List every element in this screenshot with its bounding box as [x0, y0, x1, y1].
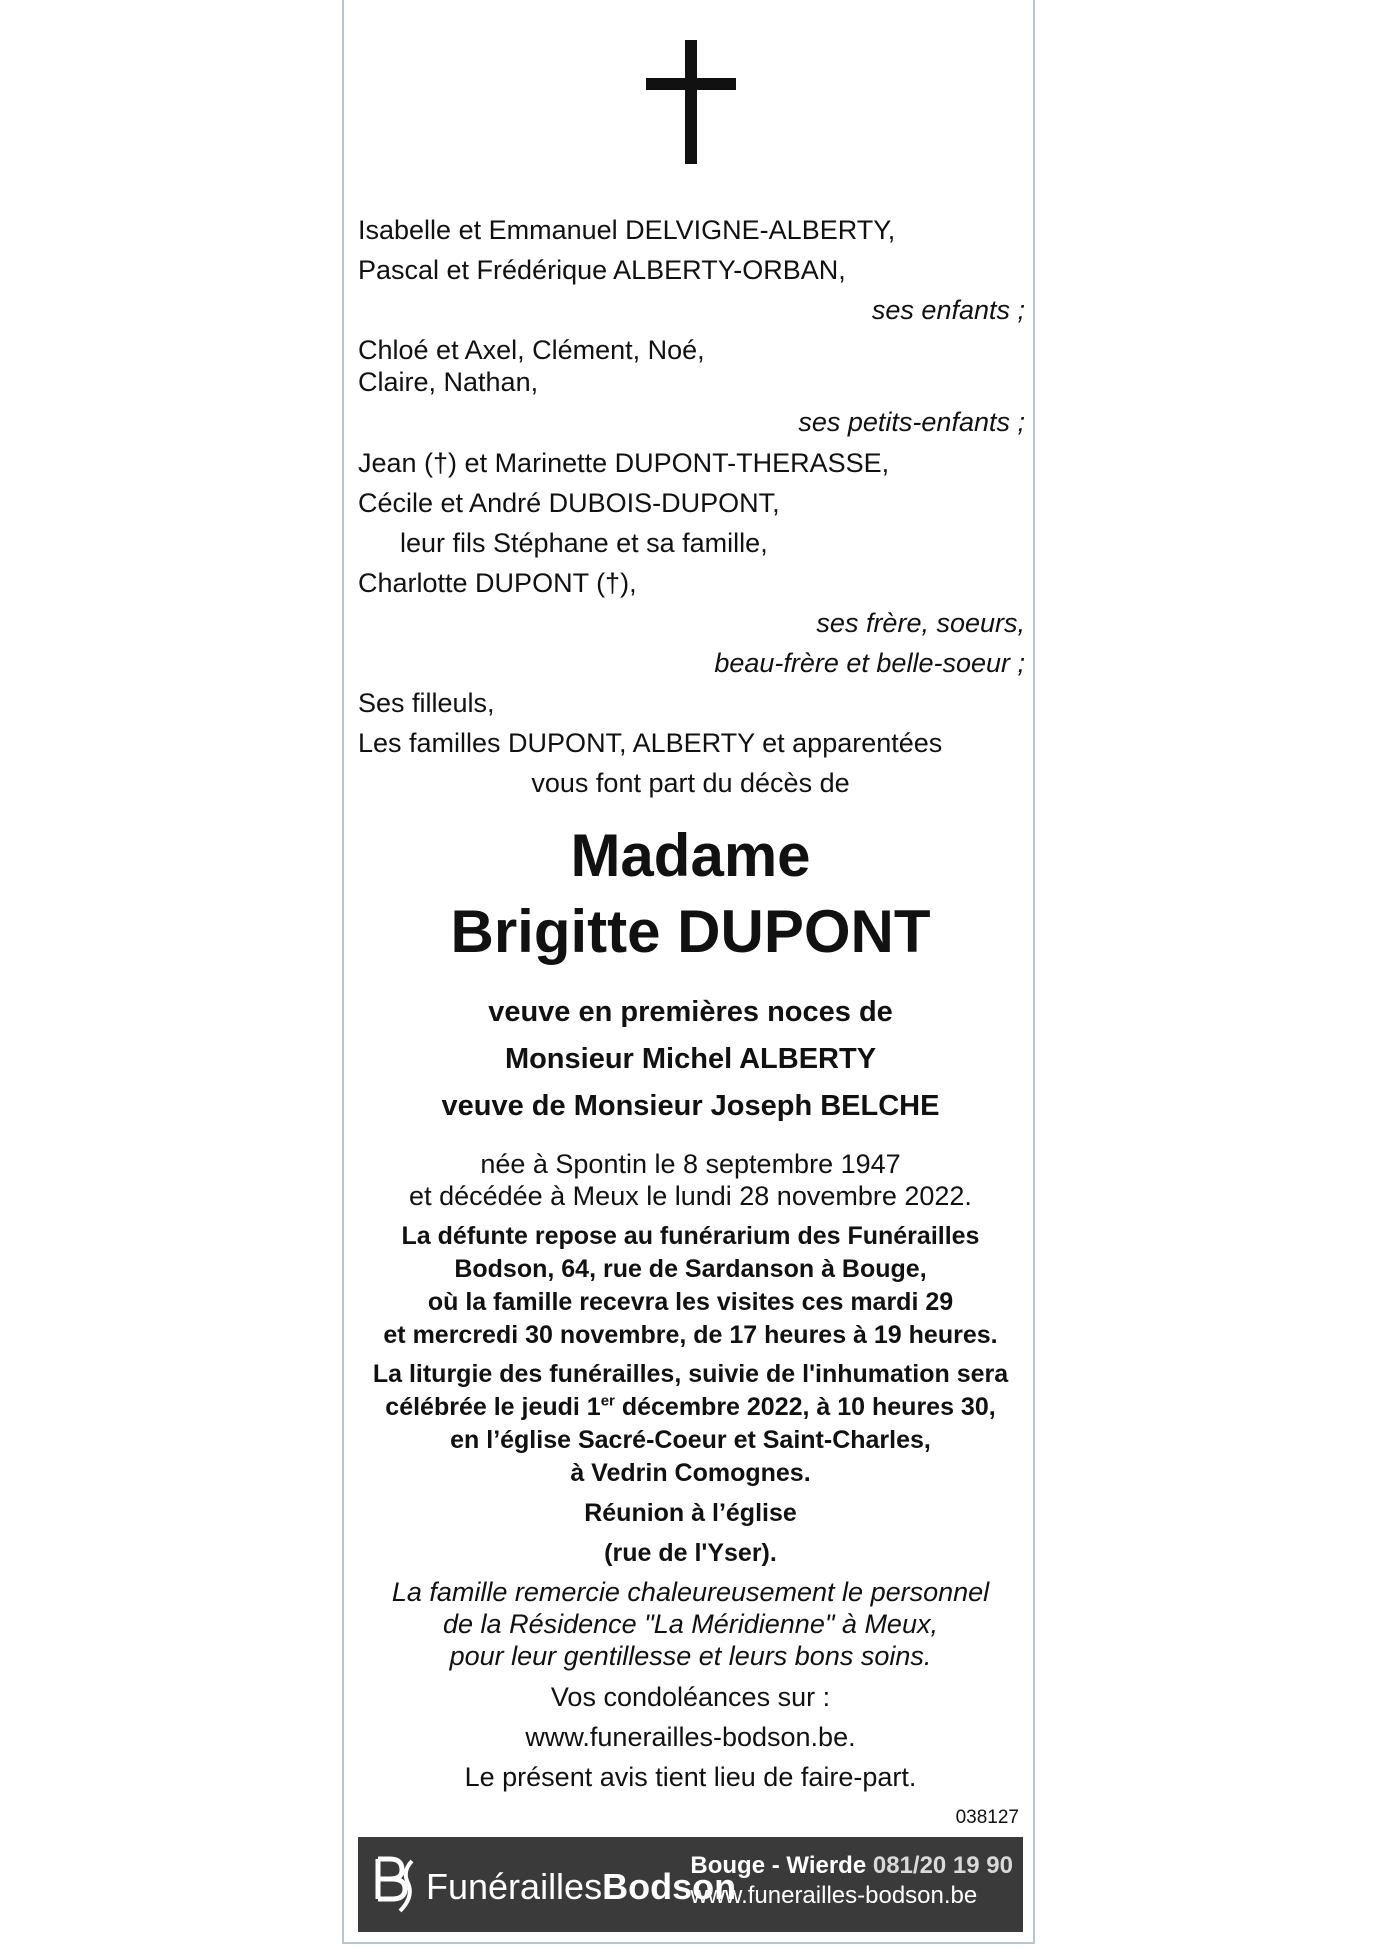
visitation-line-1: La défunte repose au funérarium des Funérailles: [401, 1222, 980, 1250]
funeral-home-logo-text: FunéraillesBodson: [426, 1866, 737, 1907]
death-date: et décédée à Meux le lundi 28 novembre 2022.: [409, 1181, 972, 1211]
birth-date: née à Spontin le 8 septembre 1947: [480, 1149, 901, 1179]
siblings-line-1: Jean (†) et Marinette DUPONT-THERASSE,: [358, 448, 890, 478]
visitation-line-2: Bodson, 64, rue de Sardanson à Bouge,: [454, 1255, 927, 1283]
bodson-logo-icon: [372, 1853, 418, 1917]
grandchildren-line-1: Chloé et Axel, Clément, Noé,: [358, 335, 705, 365]
deceased-title: Madame: [570, 822, 811, 889]
deceased-name: Brigitte DUPONT: [450, 898, 931, 965]
thanks-line-3: pour leur gentillesse et leurs bons soins.: [449, 1641, 932, 1671]
funeral-home-website[interactable]: www.funerailles-bodson.be: [690, 1882, 978, 1909]
reference-number: 038127: [955, 1807, 1019, 1828]
cross-icon: [646, 40, 736, 164]
condolences-website-link[interactable]: www.funerailles-bodson.be.: [525, 1722, 856, 1752]
visitation-line-4: et mercredi 30 novembre, de 17 heures à 19 heures.: [383, 1321, 998, 1349]
funeral-home-banner: [358, 1837, 1023, 1932]
siblings-label-2: beau-frère et belle-soeur ;: [714, 648, 1025, 678]
children-line-2: Pascal et Frédérique ALBERTY-ORBAN,: [358, 255, 846, 285]
others-line-1: Ses filleuls,: [358, 688, 495, 718]
meeting-line-2: (rue de l'Yser).: [604, 1539, 777, 1567]
deceased-detail-1: veuve en premières noces de: [488, 996, 893, 1028]
children-line-1: Isabelle et Emmanuel DELVIGNE-ALBERTY,: [358, 215, 896, 245]
siblings-line-2: Cécile et André DUBOIS-DUPONT,: [358, 488, 780, 518]
visitation-line-3: où la famille recevra les visites ces mardi 29: [427, 1288, 954, 1316]
thanks-line-1: La famille remercie chaleureusement le personnel: [391, 1577, 990, 1607]
condolences-line: Vos condoléances sur :: [550, 1682, 831, 1712]
siblings-line-4: Charlotte DUPONT (†),: [358, 568, 637, 598]
deceased-detail-3: veuve de Monsieur Joseph BELCHE: [441, 1090, 940, 1122]
liturgy-line-3: en l’église Sacré-Coeur et Saint-Charles,: [450, 1426, 931, 1454]
liturgy-line-1: La liturgie des funérailles, suivie de l'inhumation sera: [372, 1360, 1009, 1388]
meeting-line-1: Réunion à l’église: [584, 1499, 797, 1527]
siblings-line-3: leur fils Stéphane et sa famille,: [400, 528, 768, 558]
announce-line: vous font part du décès de: [531, 768, 850, 798]
siblings-label-1: ses frère, soeurs,: [816, 608, 1025, 638]
faire-part-note: Le présent avis tient lieu de faire-part.: [464, 1762, 917, 1792]
liturgy-line-2: célébrée le jeudi 1er décembre 2022, à 10 heures 30,: [385, 1392, 996, 1421]
liturgy-line-4: à Vedrin Comognes.: [570, 1459, 811, 1487]
others-line-2: Les familles DUPONT, ALBERTY et apparentées: [358, 728, 943, 758]
children-label: ses enfants ;: [871, 295, 1025, 325]
funeral-home-contact: [690, 1851, 1013, 1911]
grandchildren-line-2: Claire, Nathan,: [358, 367, 539, 397]
deceased-detail-2: Monsieur Michel ALBERTY: [504, 1043, 877, 1075]
funeral-home-phone[interactable]: 081/20 19 90: [872, 1852, 1013, 1879]
thanks-line-2: de la Résidence "La Méridienne" à Meux,: [443, 1609, 938, 1639]
obituary-notice: [342, 0, 1035, 1944]
grandchildren-label: ses petits-enfants ;: [798, 407, 1025, 437]
funeral-home-location: Bouge - Wierde: [690, 1852, 867, 1879]
